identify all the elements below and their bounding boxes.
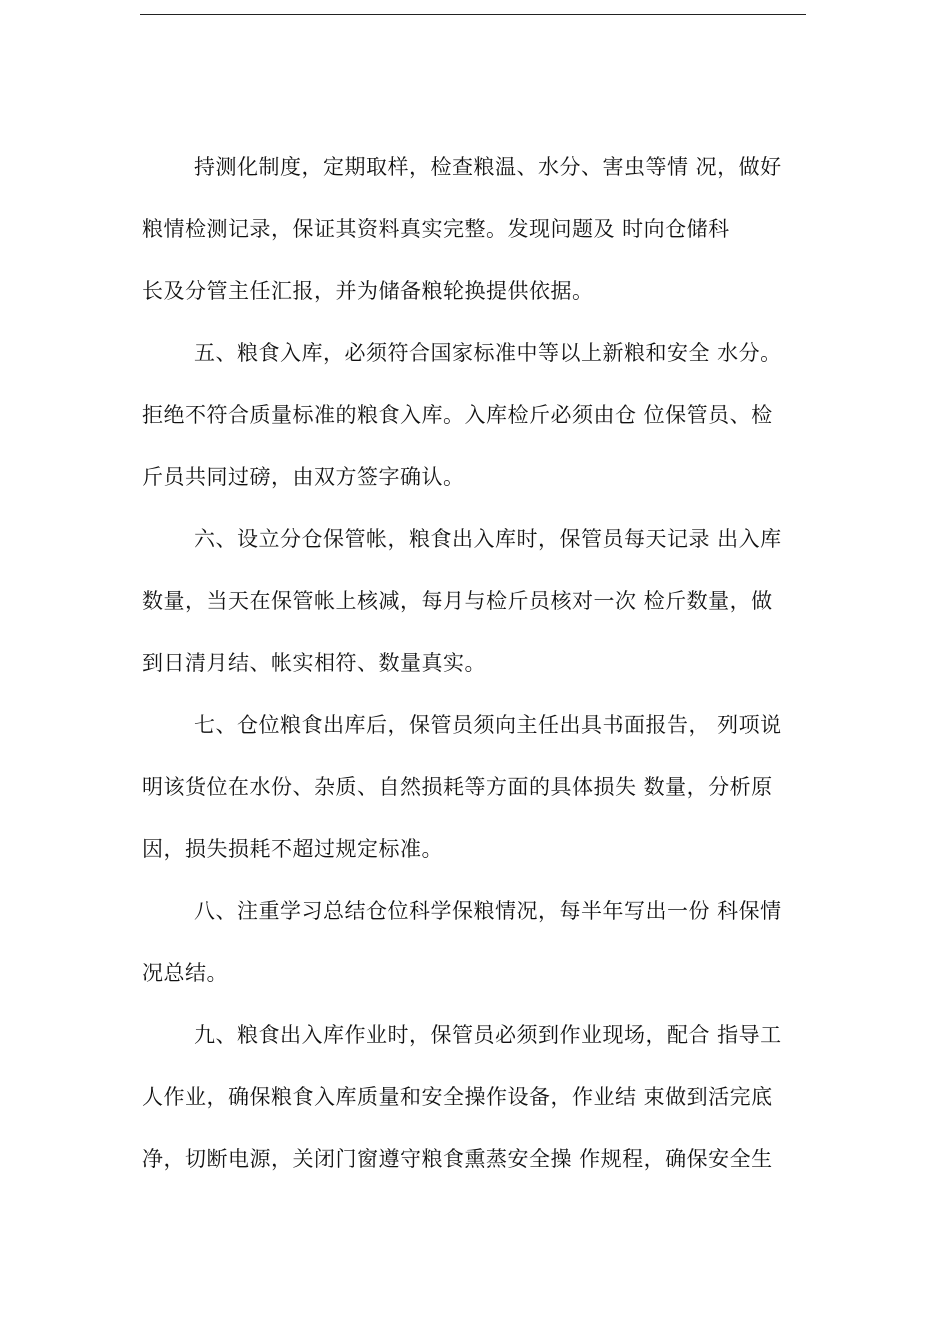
paragraph-6 — [142, 1004, 792, 1190]
paragraph-line: 况总结。 — [142, 961, 228, 985]
paragraph-4 — [142, 694, 792, 880]
paragraph-line: 人作业，确保粮食入库质量和安全操作设备，作业结 束做到活完底 — [142, 1085, 773, 1109]
document-body — [142, 136, 792, 1190]
paragraph-line: 六、设立分仓保管帐，粮食出入库时，保管员每天记录 出入库 — [194, 527, 782, 551]
paragraph-line: 粮情检测记录，保证其资料真实完整。发现问题及 时向仓储科 — [142, 217, 730, 241]
paragraph-line: 因，损失损耗不超过规定标准。 — [142, 837, 443, 861]
paragraph-line: 长及分管主任汇报，并为储备粮轮换提供依据。 — [142, 279, 594, 303]
paragraph-line: 七、仓位粮食出库后，保管员须向主任出具书面报告， 列项说 — [194, 713, 782, 737]
paragraph-line: 拒绝不符合质量标准的粮食入库。入库检斤必须由仓 位保管员、检 — [142, 403, 773, 427]
paragraph-line: 五、粮食入库，必须符合国家标准中等以上新粮和安全 水分。 — [194, 341, 782, 365]
paragraph-line: 明该货位在水份、杂质、自然损耗等方面的具体损失 数量，分析原 — [142, 775, 773, 799]
paragraph-5 — [142, 880, 792, 1004]
paragraph-3 — [142, 508, 792, 694]
paragraph-line: 八、注重学习总结仓位科学保粮情况，每半年写出一份 科保情 — [194, 899, 782, 923]
paragraph-line: 九、粮食出入库作业时，保管员必须到作业现场，配合 指导工 — [194, 1023, 782, 1047]
paragraph-1 — [142, 136, 792, 322]
paragraph-line: 净，切断电源，关闭门窗遵守粮食熏蒸安全操 作规程，确保安全生 — [142, 1147, 773, 1171]
header-rule — [140, 14, 806, 15]
paragraph-2 — [142, 322, 792, 508]
paragraph-line: 数量，当天在保管帐上核减，每月与检斤员核对一次 检斤数量，做 — [142, 589, 773, 613]
paragraph-line: 持测化制度，定期取样，检查粮温、水分、害虫等情 况，做好 — [194, 155, 782, 179]
paragraph-line: 到日清月结、帐实相符、数量真实。 — [142, 651, 486, 675]
paragraph-line: 斤员共同过磅，由双方签字确认。 — [142, 465, 465, 489]
